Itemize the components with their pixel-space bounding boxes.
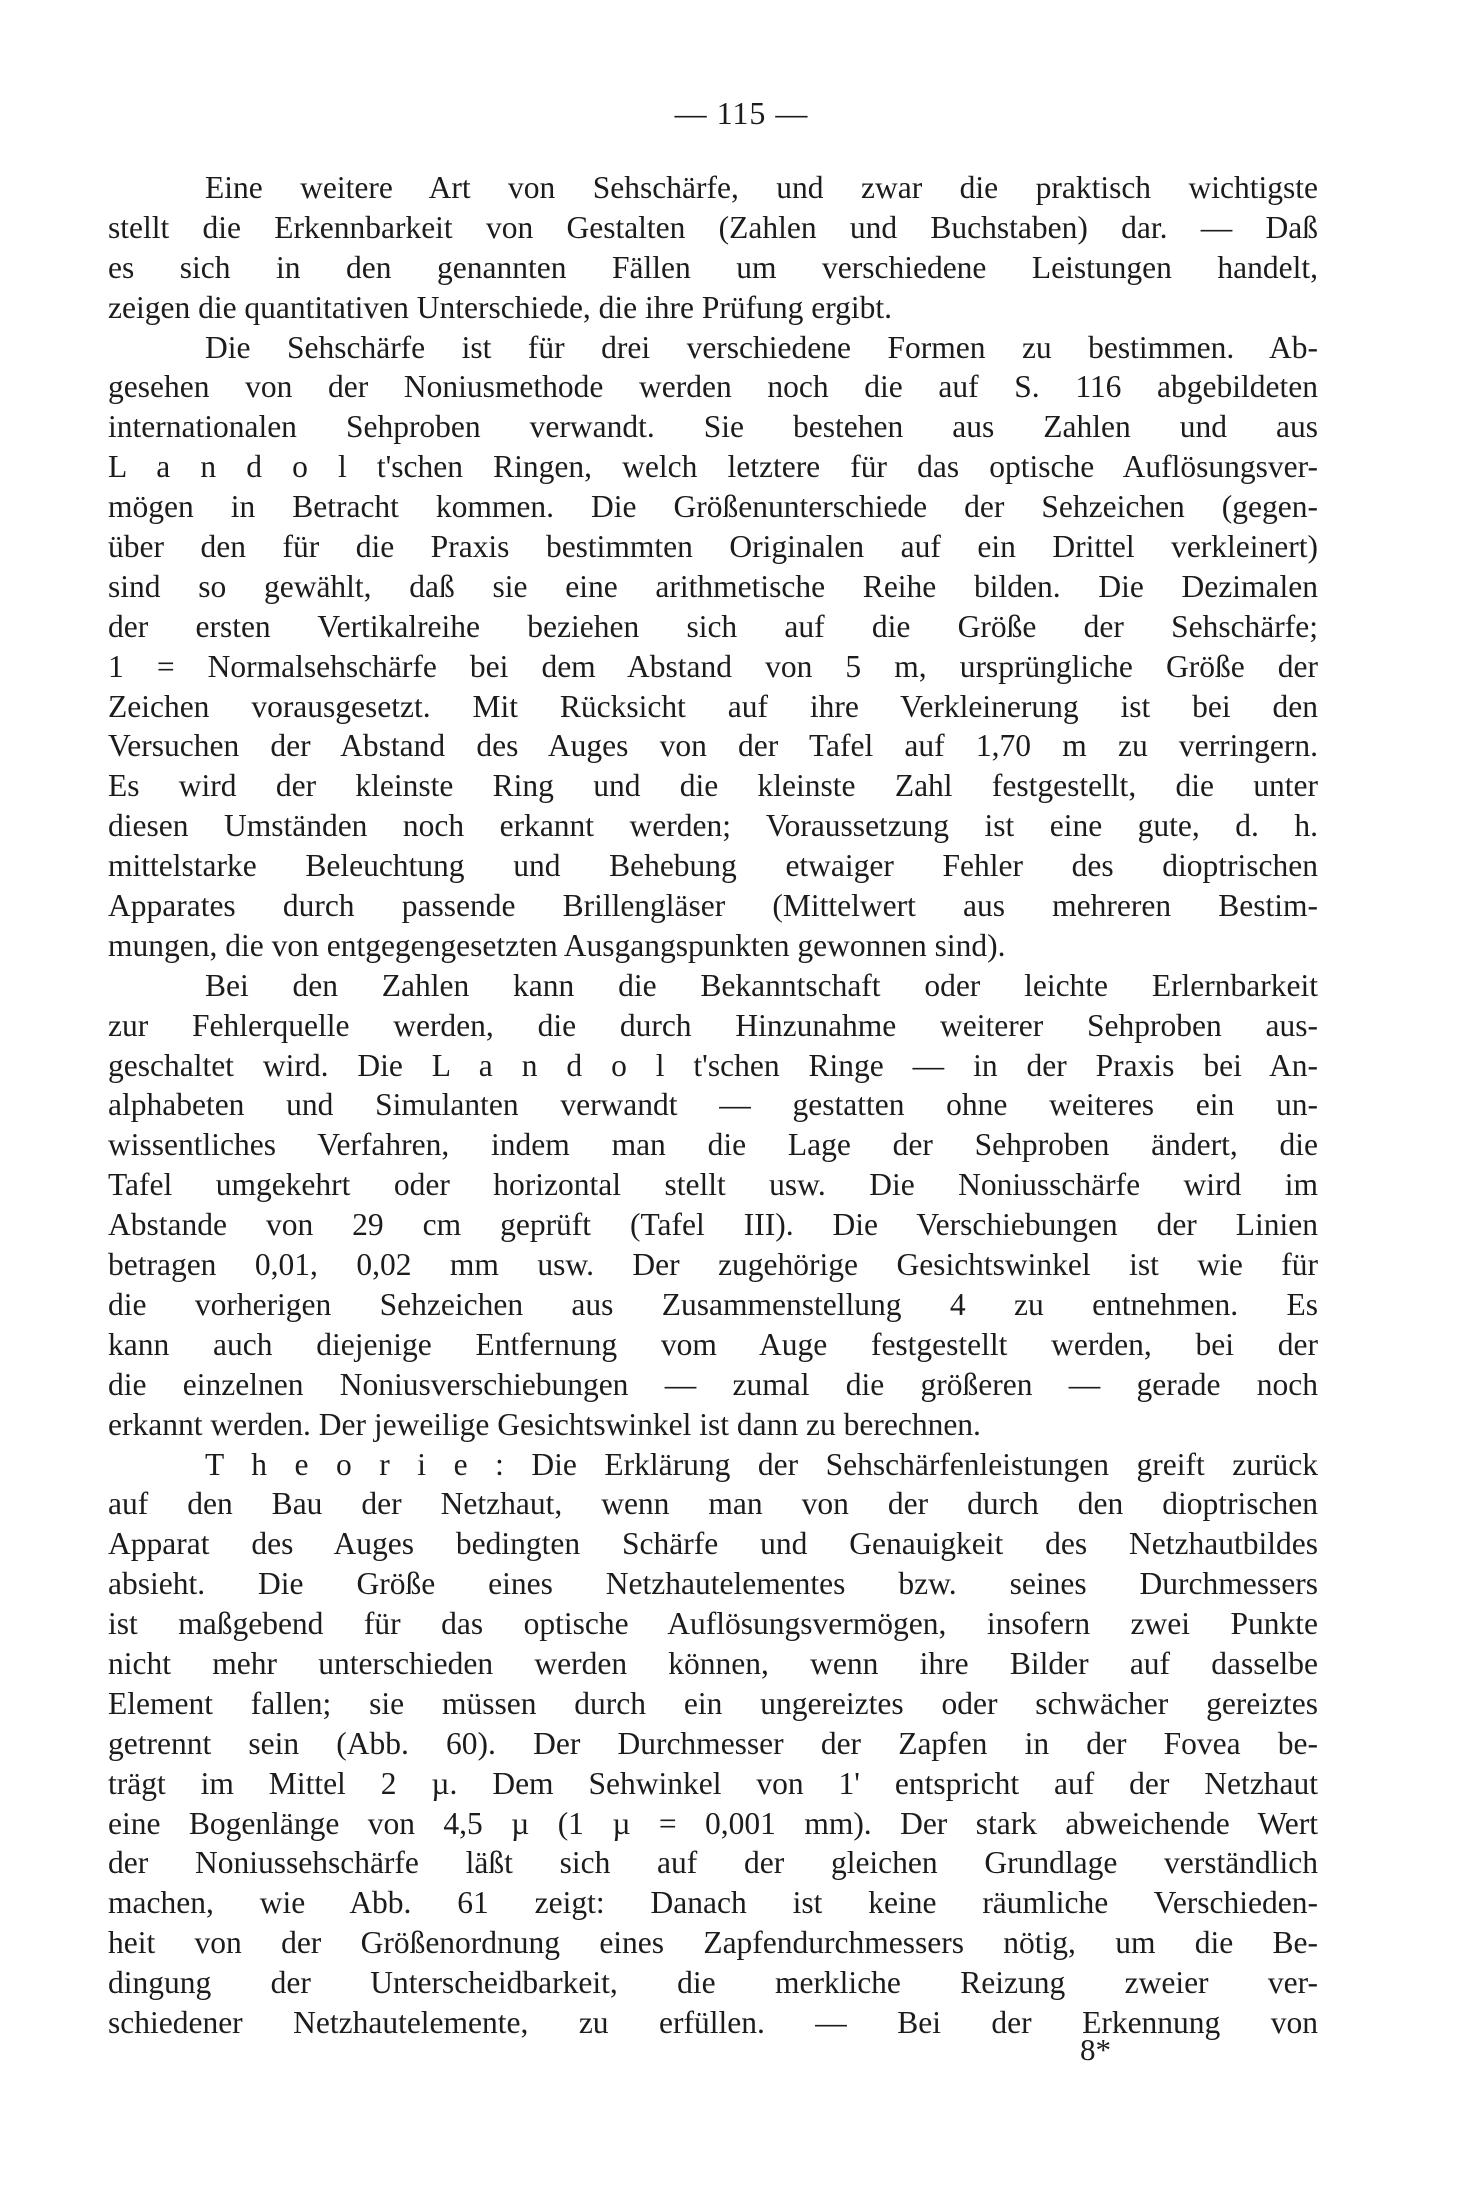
text-line: der Noniussehschärfe läßt sich auf der gleichen Grundlage verständlich [108,1845,1318,1881]
text-line: Eine weitere Art von Sehschärfe, und zwar die praktisch wichtigste [205,170,1318,205]
text-line: ist maßgebend für das optische Auflösungsvermögen, insofern zwei Punkte [108,1606,1318,1642]
text-line: T h e o r i e : Die Erklärung der Sehschärfenleistungen greift zurück [205,1446,1318,1482]
text-line: zur Fehlerquelle werden, die durch Hinzunahme weiterer Sehproben aus- [108,1007,1318,1043]
text-line: 1 = Normalsehschärfe bei dem Abstand von 5 m, ursprüngliche Größe der [108,648,1318,684]
text-line: sind so gewählt, daß sie eine arithmetische Reihe bilden. Die Dezimalen [108,568,1318,604]
text-line: geschaltet wird. Die L a n d o l t'schen Ringe — in der Praxis bei An- [108,1047,1318,1083]
text-line: trägt im Mittel 2 µ. Dem Sehwinkel von 1' entspricht auf der Netzhaut [108,1765,1318,1801]
text-line: Abstande von 29 cm geprüft (Tafel III). Die Verschiebungen der Linien [108,1207,1318,1243]
text-line: Zeichen vorausgesetzt. Mit Rücksicht auf ihre Verkleinerung ist bei den [108,688,1318,724]
page-number: — 115 — [674,95,809,131]
text-line: Die Sehschärfe ist für drei verschiedene Formen zu bestimmen. Ab- [205,329,1318,365]
text-line: stellt die Erkennbarkeit von Gestalten (Zahlen und Buchstaben) dar. — Daß [108,209,1318,245]
text-line: mungen, die von entgegengesetzten Ausgangspunkten gewonnen sind). [108,927,1006,963]
text-line: gesehen von der Noniusmethode werden noch die auf S. 116 abgebildeten [108,369,1318,405]
text-line: die einzelnen Noniusverschiebungen — zumal die größeren — gerade noch [108,1366,1318,1402]
text-line: die vorherigen Sehzeichen aus Zusammenstellung 4 zu entnehmen. Es [108,1286,1318,1322]
text-line: Tafel umgekehrt oder horizontal stellt usw. Die Noniusschärfe wird im [108,1167,1318,1203]
text-line: der ersten Vertikalreihe beziehen sich auf die Größe der Sehschärfe; [108,608,1318,644]
text-line: dingung der Unterscheidbarkeit, die merkliche Reizung zweier ver- [108,1965,1318,2001]
text-line: machen, wie Abb. 61 zeigt: Danach ist keine räumliche Verschieden- [108,1885,1318,1921]
text-line: schiedener Netzhautelemente, zu erfüllen. — Bei der Erkennung von [108,2004,1318,2040]
text-line: Element fallen; sie müssen durch ein ungereiztes oder schwächer gereiztes [108,1685,1318,1721]
text-line: auf den Bau der Netzhaut, wenn man von der durch den dioptrischen [108,1486,1318,1522]
body-text [108,168,1318,2043]
text-line: Es wird der kleinste Ring und die kleinste Zahl festgestellt, die unter [108,768,1318,804]
text-line: betragen 0,01, 0,02 mm usw. Der zugehörige Gesichtswinkel ist wie für [108,1247,1318,1283]
signature-mark: 8* [1080,2032,1111,2067]
text-line: kann auch diejenige Entfernung vom Auge festgestellt werden, bei der [108,1326,1318,1362]
text-line: heit von der Größenordnung eines Zapfendurchmessers nötig, um die Be- [108,1925,1318,1961]
text-line: getrennt sein (Abb. 60). Der Durchmesser der Zapfen in der Fovea be- [108,1725,1318,1761]
text-line: erkannt werden. Der jeweilige Gesichtswinkel ist dann zu berechnen. [108,1406,981,1442]
text-line: mögen in Betracht kommen. Die Größenunterschiede der Sehzeichen (gegen- [108,489,1318,525]
text-line: Apparat des Auges bedingten Schärfe und Genauigkeit des Netzhautbildes [108,1526,1318,1562]
text-line: alphabeten und Simulanten verwandt — gestatten ohne weiteres ein un- [108,1087,1318,1123]
text-line: diesen Umständen noch erkannt werden; Voraussetzung ist eine gute, d. h. [108,808,1318,844]
text-line: L a n d o l t'schen Ringen, welch letztere für das optische Auflösungsver- [108,449,1318,485]
text-line: eine Bogenlänge von 4,5 µ (1 µ = 0,001 mm). Der stark abweichende Wert [108,1805,1318,1841]
text-line: Versuchen der Abstand des Auges von der Tafel auf 1,70 m zu verringern. [108,728,1318,764]
text-line: mittelstarke Beleuchtung und Behebung etwaiger Fehler des dioptrischen [108,848,1318,884]
text-line: zeigen die quantitativen Unterschiede, die ihre Prüfung ergibt. [108,289,893,325]
text-line: absieht. Die Größe eines Netzhautelementes bzw. seines Durchmessers [108,1566,1318,1602]
text-line: internationalen Sehproben verwandt. Sie bestehen aus Zahlen und aus [108,409,1318,445]
text-line: über den für die Praxis bestimmten Originalen auf ein Drittel verkleinert) [108,529,1318,565]
text-line: Bei den Zahlen kann die Bekanntschaft oder leichte Erlernbarkeit [205,967,1318,1003]
text-line: es sich in den genannten Fällen um verschiedene Leistungen handelt, [108,249,1318,285]
text-line: wissentliches Verfahren, indem man die Lage der Sehproben ändert, die [108,1127,1318,1163]
text-line: Apparates durch passende Brillengläser (Mittelwert aus mehreren Bestim- [108,888,1318,924]
text-line: nicht mehr unterschieden werden können, wenn ihre Bilder auf dasselbe [108,1645,1318,1681]
